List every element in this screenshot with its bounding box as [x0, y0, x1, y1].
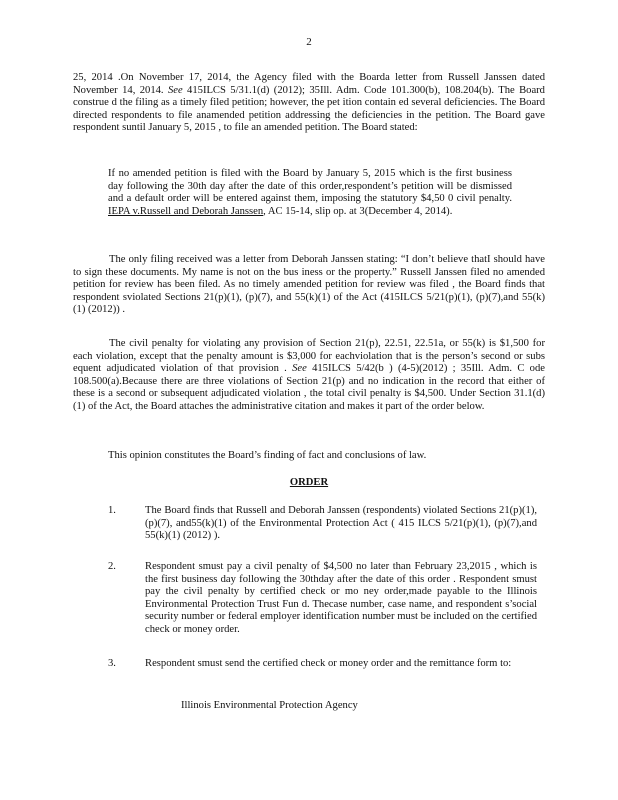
case-citation: , AC 15-14, slip op. at 3(December 4, 2014). [263, 205, 453, 217]
order-heading: ORDER [289, 477, 329, 488]
block-quote [108, 168, 512, 218]
paragraph-civil-penalty [73, 338, 545, 414]
order-item [108, 561, 536, 645]
case-name: IEPA v.Russell and Deborah Janssen [108, 205, 264, 217]
order-item-number: 1. [108, 505, 116, 516]
order-item-text: The Board finds that Russell and Deborah Janssen (respondents) violated Sections 21(p)(1), (p)(7), and55(k)(1) of the Environmental Protection Act ( 415 ILCS 5/21(p)(1), (p)(7),and 55(k)(1) (2012) ). [145, 505, 537, 542]
order-item [108, 658, 536, 688]
order-item-text: Respondent smust pay a civil penalty of $4,500 no later than February 23,2015 , which is the first business day following the 30thday after the date of this order . Respondent smust pay the civil penalty by certified check or mo ney order,made payable to the Illinois Environmental Protection Trust Fun d. Thecase number, case name, and respondent s’social security number or federal employer identification number must be included on the certified check or money order. [145, 561, 537, 635]
paragraph-findings: The only filing received was a letter from Deborah Janssen stating: “I don’t believe thatI should have to sign these documents. My name is not on the bus iness or the property.” Russell Janssen filed no amended petition for review has been filed. As no timely amended petition for review was filed , the Board finds that respondent sviolated Sections 21(p)(1), (p)(7), and 55(k)(1) of the Act (415ILCS 5/21(p)(1), (p)(7),and 55(k)(1) (2012)) . [73, 254, 545, 316]
order-item-number: 3. [108, 658, 116, 669]
penalty-part2: 415ILCS 5/42(b ) (4-5)(2012) ; 35Ill. Adm. C ode 108.500(a).Because there are three violations of Section 21(p) and no indication in the record that either of these is a second or subsequent adjudicated violation , the total civil penalty is $4,500. Under Section 31.1(d)(1) of the Act, the Board attaches the administrative citation and makes it part of the order below. [73, 363, 545, 412]
paragraph-lead: 25, 2014 .On November 17, 2014, the Agency filed with the Boarda letter from Russell Janssen dated November 14, 2014. [73, 72, 545, 96]
order-item-text: Respondent smust send the certified check or money order and the remittance form to: [145, 658, 512, 669]
order-item-number: 2. [108, 561, 116, 572]
see-signal-2: See [292, 363, 307, 375]
see-signal: See [167, 84, 183, 96]
quote-text: If no amended petition is filed with the Board by January 5, 2015 which is the first business day following the 30th day after the date of this order,respondent’s petition will be dismissed and a default order will be entered against them, imposing the statutory $4,50 0 civil penalty. [108, 168, 512, 205]
paragraph-procedural-history [73, 72, 545, 135]
page-number: 2 [306, 36, 312, 48]
remittance-address-line: Illinois Environmental Protection Agency [181, 700, 358, 711]
order-item [108, 505, 536, 545]
paragraph-opinion-statement: This opinion constitutes the Board’s finding of fact and conclusions of law. [108, 450, 427, 461]
paragraph-rest: 415ILCS 5/31.1(d) (2012); 35Ill. Adm. Code 101.300(b), 108.204(b). The Board construe d the filing as a timely filed petition; however, the pet ition contain ed several deficiencies. The Board directed respondents to file anamended petition addressing the deficiencies in the petition. The Board gave respondent suntil January 5, 2015 , to file an amended petition. The Board stated: [73, 84, 545, 134]
penalty-part1: The civil penalty for violating any provision of Section 21(p), 22.51, 22.51a, or 55(k) is $1,500 for each violation, except that the penalty amount is $3,000 for eachviolation that is the person’s second or subs equent adjudicated violation of that provision . [73, 338, 545, 375]
